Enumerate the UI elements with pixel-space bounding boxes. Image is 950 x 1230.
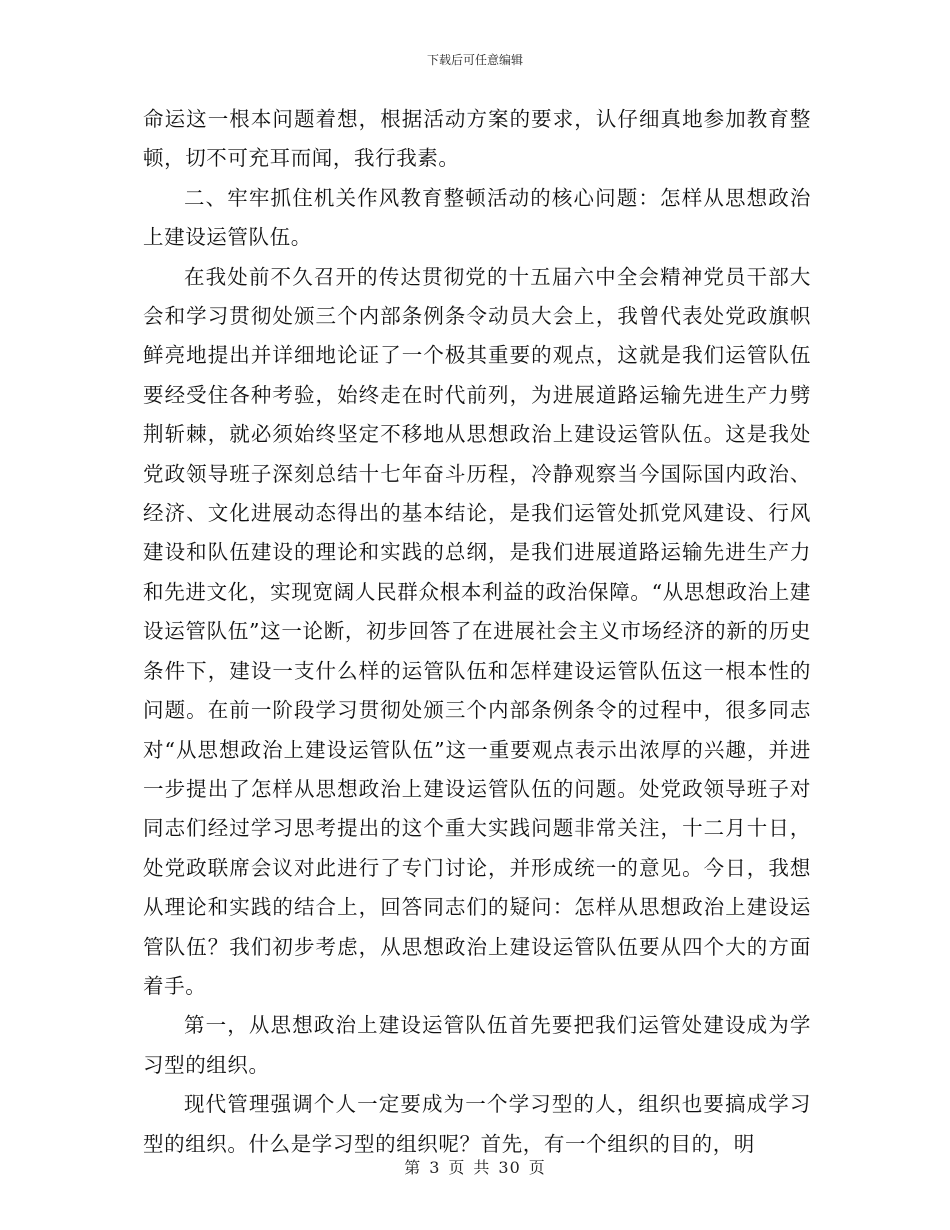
- paragraph-1: 命运这一根本问题着想，根据活动方案的要求，认仔细真地参加教育整顿，切不可充耳而闻，我行我素。: [143, 107, 811, 171]
- document-body: [143, 100, 811, 1164]
- total-label: 共: [473, 1158, 491, 1177]
- paragraph-5: 现代管理强调个人一定要成为一个学习型的人，组织也要搞成学习型的组织。什么是学习型的组织呢？首先，有一个组织的目的，明: [143, 1092, 811, 1156]
- total-pages-number: 30: [498, 1158, 521, 1177]
- page-header: [0, 52, 950, 68]
- current-page-number: 3: [429, 1158, 441, 1177]
- paragraph-3: 在我处前不久召开的传达贯彻党的十五届六中全会精神党员干部大会和学习贯彻处颁三个内部条例条令动员大会上，我曾代表处党政旗帜鲜亮地提出并详细地论证了一个极其重要的观点，这就是我们运管队伍要经受住各种考验，始终走在时代前列，为进展道路运输先进生产力劈荆斩棘，就必须始终坚定不移地从思想政治上建设运管队伍。这是我处党政领导班子深刻总结十七年奋斗历程，冷静观察当今国际国内政治、经济、文化进展动态得出的基本结论，是我们运管处抓党风建设、行风建设和队伍建设的理论和实践的总纲，是我们进展道路运输先进生产力和先进文化，实现宽阔人民群众根本利益的政治保障。“从思想政治上建设运管队伍”这一论断，初步回答了在进展社会主义市场经济的新的历史条件下，建设一支什么样的运管队伍和怎样建设运管队伍这一根本性的问题。在前一阶段学习贯彻处颁三个内部条例条令的过程中，很多同志对“从思想政治上建设运管队伍”这一重要观点表示出浓厚的兴趣，并进一步提出了怎样从思想政治上建设运管队伍的问题。处党政领导班子对同志们经过学习思考提出的这个重大实践问题非常关注，十二月十日，处党政联席会议对此进行了专门讨论，并形成统一的意见。今日，我想从理论和实践的结合上，回答同志们的疑问：怎样从思想政治上建设运管队伍？我们初步考虑，从思想政治上建设运管队伍要从四个大的方面着手。: [143, 264, 811, 998]
- page-label-prefix: 第: [404, 1158, 422, 1177]
- page-label-mid: 页: [448, 1158, 466, 1177]
- paragraph-4: 第一，从思想政治上建设运管队伍首先要把我们运管处建设成为学习型的组织。: [143, 1013, 811, 1077]
- header-text: 下载后可任意编辑: [426, 53, 523, 67]
- page-footer: [0, 1158, 950, 1178]
- paragraph-2: 二、牢牢抓住机关作风教育整顿活动的核心问题：怎样从思想政治上建设运管队伍。: [143, 185, 811, 250]
- page-label-suffix: 页: [528, 1158, 546, 1177]
